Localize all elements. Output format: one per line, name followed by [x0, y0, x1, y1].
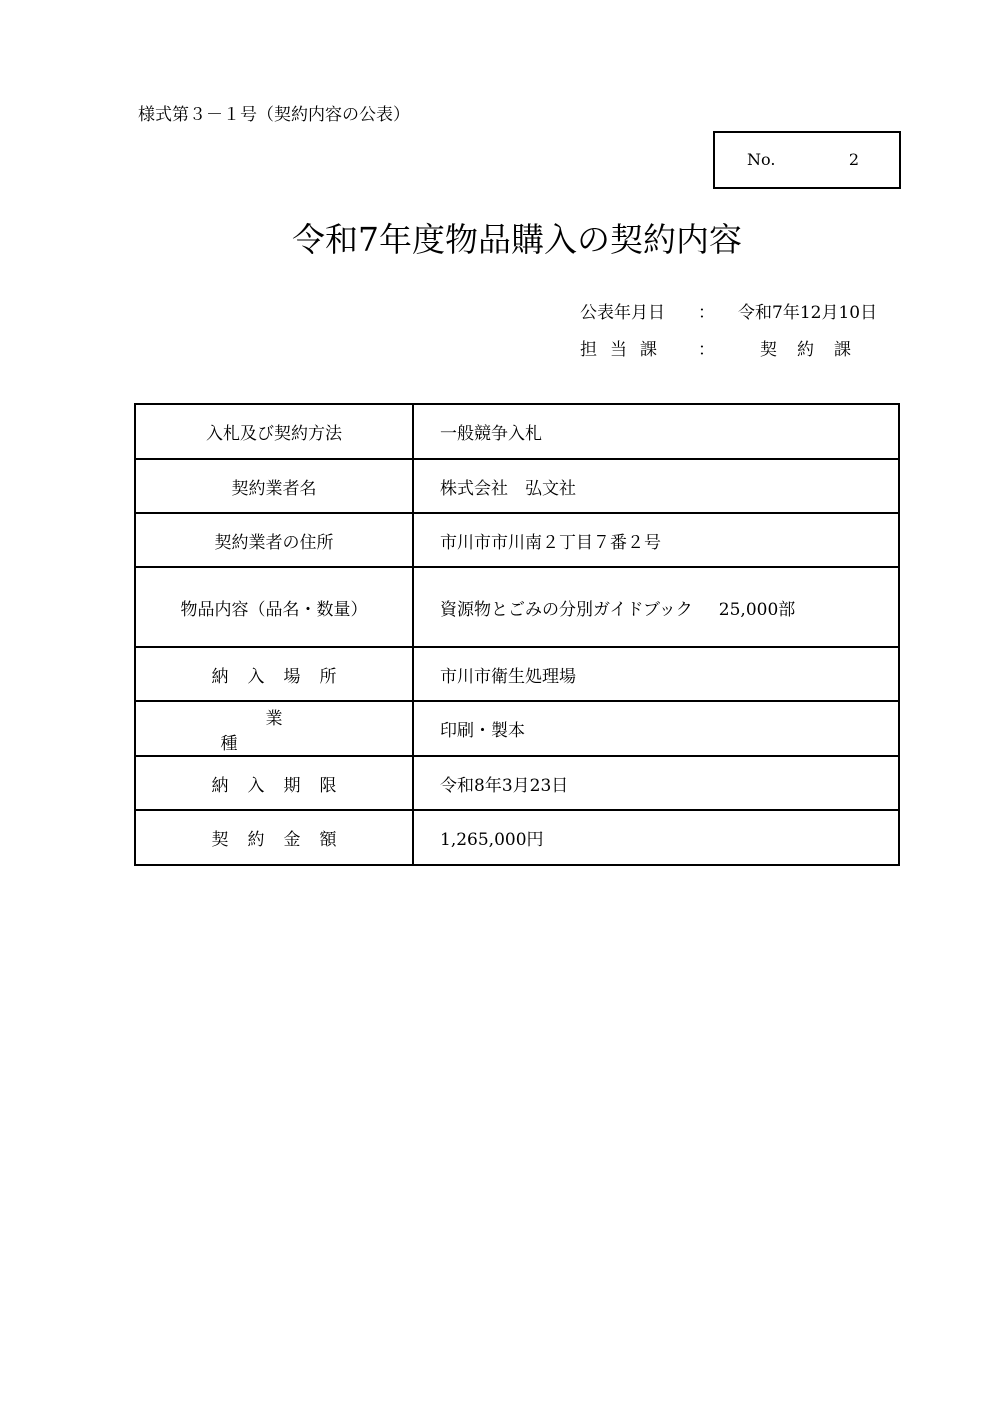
- goods-cell: [413, 567, 899, 647]
- publish-date-colon: ：: [698, 303, 715, 323]
- delivery-deadline-label-cell: [135, 756, 413, 810]
- table-row-contract-amount: [135, 810, 899, 865]
- industry-label-cell: [135, 701, 413, 756]
- table-row-contractor-address: [135, 513, 899, 567]
- table-row-bid-method: [135, 404, 899, 459]
- department-colon: ：: [698, 340, 715, 360]
- publish-date-label: 公表年月日: [580, 303, 665, 323]
- contractor-name-label: 契約業者名: [135, 459, 413, 513]
- goods-value: 資源物とごみの分別ガイドブック: [440, 599, 693, 620]
- delivery-deadline-value: 令和8年3月23日: [413, 756, 899, 810]
- form-identifier: 様式第３－１号（契約内容の公表）: [138, 105, 410, 125]
- bid-method-label: 入札及び契約方法: [135, 404, 413, 459]
- contract-details-table: [134, 403, 900, 866]
- delivery-deadline-label: 納入期限: [211, 775, 356, 796]
- contractor-name-value: 株式会社 弘文社: [413, 459, 899, 513]
- goods-label: 物品内容（品名・数量）: [135, 567, 413, 647]
- delivery-place-value: 市川市衛生処理場: [413, 647, 899, 701]
- delivery-place-label-cell: [135, 647, 413, 701]
- contractor-address-value: 市川市市川南２丁目７番２号: [413, 513, 899, 567]
- contract-amount-value: 1,265,000円: [413, 810, 899, 865]
- table-row-delivery-place: [135, 647, 899, 701]
- contractor-address-label: 契約業者の住所: [135, 513, 413, 567]
- table-row-contractor-name: [135, 459, 899, 513]
- contract-amount-label-cell: [135, 810, 413, 865]
- industry-value: 印刷・製本: [413, 701, 899, 756]
- goods-quantity: 25,000部: [718, 599, 796, 620]
- table-row-goods: [135, 567, 899, 647]
- delivery-place-label: 納入場所: [211, 666, 356, 687]
- table-row-industry: [135, 701, 899, 756]
- contract-amount-label: 契約金額: [211, 830, 356, 850]
- document-number-value: 2: [848, 150, 859, 169]
- industry-label: 業種: [220, 708, 373, 754]
- publish-date-value: 令和7年12月10日: [738, 303, 878, 323]
- department-value: 契約課: [760, 340, 871, 360]
- page-title: 令和7年度物品購入の契約内容: [292, 220, 742, 259]
- department-label: 担当課: [580, 340, 670, 360]
- bid-method-value: 一般競争入札: [413, 404, 899, 459]
- document-number-box: [713, 131, 901, 189]
- document-number-label: No.: [747, 150, 776, 169]
- table-row-delivery-deadline: [135, 756, 899, 810]
